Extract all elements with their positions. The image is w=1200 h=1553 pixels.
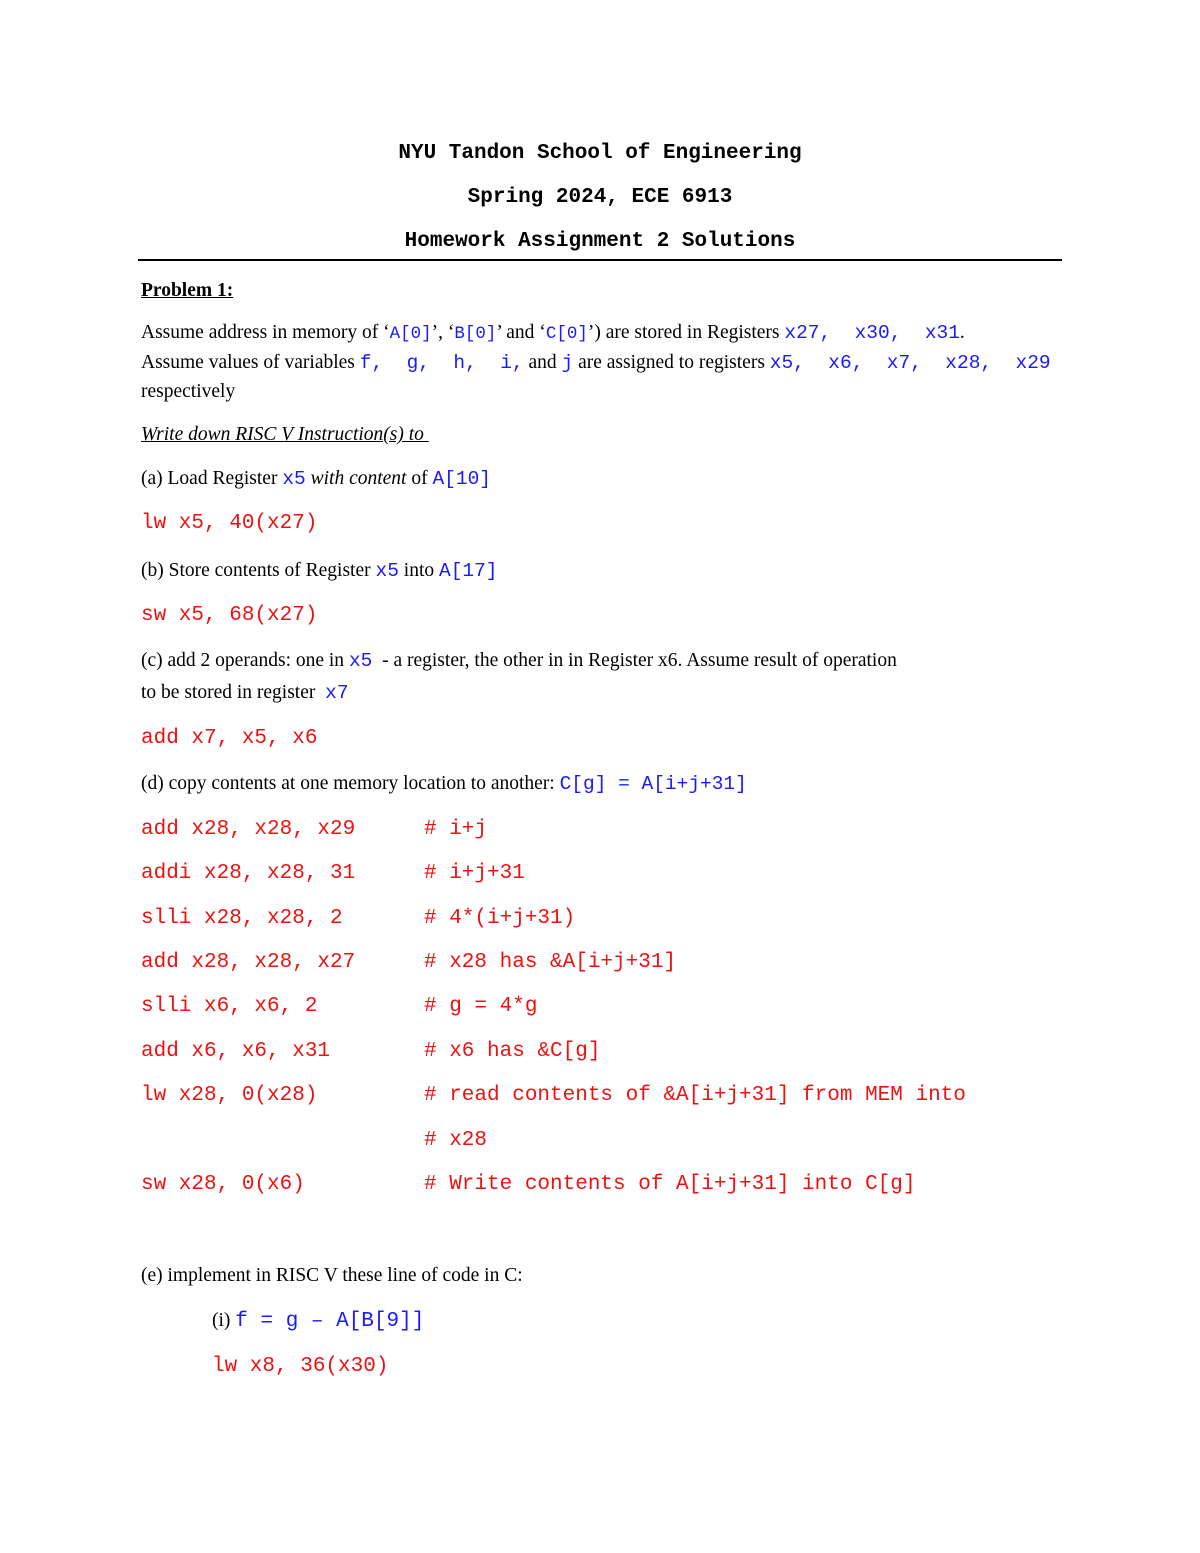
code-line: slli x6, x6, 2 # g = 4*g xyxy=(141,995,538,1018)
part-e-subquestion: (i) f = g – A[B[9]] xyxy=(212,1310,425,1333)
intro-line-3: respectively xyxy=(141,381,236,402)
code-line: add x28, x28, x27 # x28 has &A[i+j+31] xyxy=(141,951,677,974)
part-b-question: (b) Store contents of Register x5 into A[17] xyxy=(141,560,498,582)
part-e-question: (e) implement in RISC V these line of code in C: xyxy=(141,1265,523,1286)
code-line: sw x28, 0(x6) # Write contents of A[i+j+31] into C[g] xyxy=(141,1173,916,1196)
part-d-question: (d) copy contents at one memory location to another: C[g] = A[i+j+31] xyxy=(141,773,747,795)
part-e-code: lw x8, 36(x30) xyxy=(212,1355,389,1378)
part-a-question: (a) Load Register x5 with content of A[10] xyxy=(141,468,491,490)
part-c-question-line-1: (c) add 2 operands: one in x5 - a register, the other in in Register x6. Assume result of operation xyxy=(141,650,897,672)
part-a-code: lw x5, 40(x27) xyxy=(141,512,318,535)
part-c-question-line-2: to be stored in register x7 xyxy=(141,682,349,704)
school-name: NYU Tandon School of Engineering xyxy=(398,142,802,165)
title-divider xyxy=(138,259,1062,261)
code-line: add x28, x28, x29 # i+j xyxy=(141,818,488,841)
code-line: lw x28, 0(x28) # read contents of &A[i+j+31] from MEM into xyxy=(141,1084,966,1107)
intro-line-2: Assume values of variables f, g, h, i, and j are assigned to registers x5, x6, x7, x28, x29 xyxy=(141,352,1051,374)
part-c-code: add x7, x5, x6 xyxy=(141,727,318,750)
instruction-heading: Write down RISC V Instruction(s) to xyxy=(141,424,429,445)
intro-line-1: Assume address in memory of ‘A[0]’, ‘B[0]’ and ‘C[0]’) are stored in Registers x27, x30, x31. xyxy=(141,322,965,344)
code-line: addi x28, x28, 31 # i+j+31 xyxy=(141,862,525,885)
course-term: Spring 2024, ECE 6913 xyxy=(467,186,733,209)
document-title: Homework Assignment 2 Solutions xyxy=(404,230,796,253)
problem-heading: Problem 1: xyxy=(141,280,234,301)
part-b-code: sw x5, 68(x27) xyxy=(141,604,318,627)
code-line: add x6, x6, x31 # x6 has &C[g] xyxy=(141,1040,601,1063)
code-line: slli x28, x28, 2 # 4*(i+j+31) xyxy=(141,907,576,930)
